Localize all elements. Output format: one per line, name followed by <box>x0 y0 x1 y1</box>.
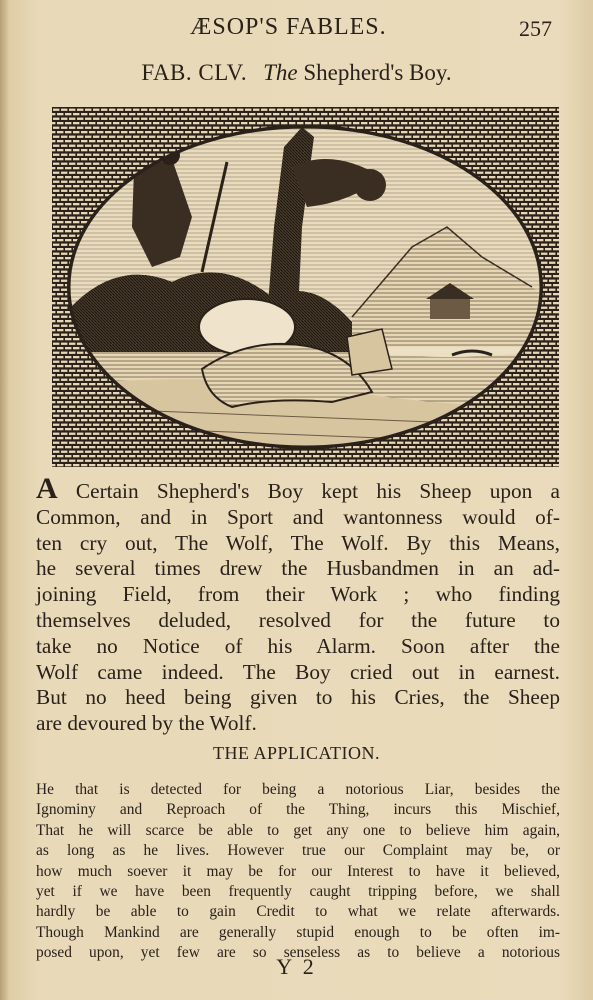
distant-house <box>430 297 470 319</box>
signature-mark: Y 2 <box>276 954 317 979</box>
application-line: He that is detected for being a notorious Liar, besides the <box>36 781 560 798</box>
application-line: as long as he lives. However true our Complaint may be, or <box>36 842 560 860</box>
fable-body <box>36 472 560 737</box>
application-line: how much soever it may be for our Interest to have it believed, <box>36 862 560 880</box>
body-line: But no heed being given to his Cries, the Sheep <box>36 685 560 710</box>
page-gutter <box>0 0 8 1000</box>
grapes <box>354 169 386 201</box>
running-head <box>0 12 593 46</box>
application-line: hardly be able to gain Credit to what we relate afterwards. <box>36 903 560 921</box>
fable-heading <box>0 60 593 86</box>
application-line: Ignominy and Reproach of the Thing, incurs this Mischief, <box>36 801 560 819</box>
body-line: joining Field, from their Work ; who finding <box>36 582 560 607</box>
application-line: Though Mankind are generally stupid enough to be often im- <box>36 923 560 941</box>
body-line: are devoured by the Wolf. <box>36 711 257 736</box>
body-line: themselves deluded, resolved for the future to <box>36 607 560 632</box>
body-line: A Certain Shepherd's Boy kept his Sheep upon a <box>36 472 560 505</box>
body-line: he several times drew the Husbandmen in an ad- <box>36 556 560 581</box>
application-heading: THE APPLICATION. <box>212 743 380 763</box>
body-line: take no Notice of his Alarm. Soon after the <box>36 633 560 658</box>
running-title: ÆSOP'S FABLES. <box>190 14 387 40</box>
application-line: posed upon, yet few are so senseless as to believe a notorious <box>36 944 560 962</box>
body-line: ten cry out, The Wolf, The Wolf. By this Means, <box>36 530 560 555</box>
application-text <box>36 780 560 964</box>
fable-title-article: The <box>263 60 298 85</box>
fable-title: Shepherd's Boy. <box>297 60 452 85</box>
body-line: Common, and in Sport and wantonness would of- <box>36 504 560 529</box>
fable-number: FAB. CLV. <box>141 60 248 85</box>
application-line: That he will scarce be able to get any one to believe him again, <box>36 821 560 839</box>
application-line: yet if we have been frequently caught tripping before, we shall <box>36 882 560 900</box>
woodcut-illustration <box>52 107 559 467</box>
drop-cap: A <box>36 472 58 505</box>
page-number: 257 <box>519 16 552 41</box>
body-line: Wolf came indeed. The Boy cried out in earnest. <box>36 659 560 684</box>
